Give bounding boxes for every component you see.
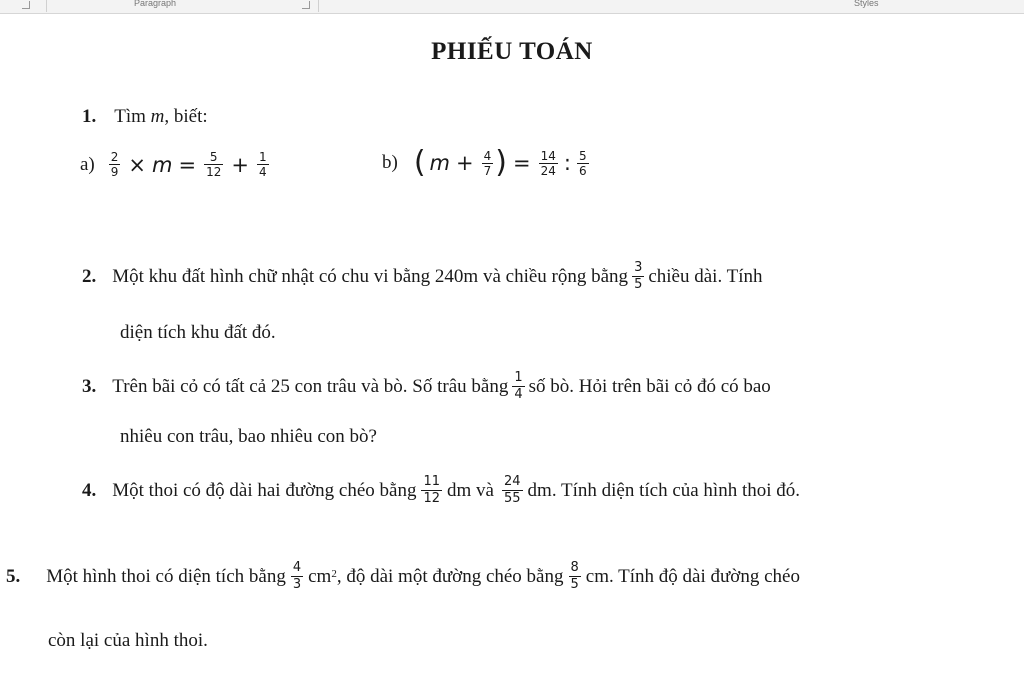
problem-3-continued: nhiêu con trâu, bao nhiêu con bò? — [120, 426, 377, 447]
numerator: 4 — [292, 560, 302, 575]
numerator: 5 — [578, 148, 587, 163]
divide-sign: : — [563, 151, 571, 175]
document-page — [0, 14, 1024, 684]
problem-5 — [6, 560, 800, 593]
fraction — [482, 149, 494, 178]
ribbon-separator — [318, 0, 319, 12]
problem-number: 2. — [82, 265, 97, 287]
denominator: 9 — [110, 165, 119, 179]
problem-text: cm. Tính độ dài đường chéo — [585, 565, 800, 587]
denominator: 4 — [514, 387, 523, 402]
styles-group-label: Styles — [854, 0, 879, 8]
page-title: PHIẾU TOÁN — [431, 38, 593, 65]
problem-text: chiều dài. Tính — [648, 265, 763, 287]
problem-text: Một hình thoi có diện tích bằng — [46, 565, 286, 587]
denominator: 24 — [540, 163, 556, 178]
dialog-launcher-icon[interactable] — [22, 1, 30, 9]
denominator: 12 — [206, 165, 222, 179]
problem-text: , độ dài một đường chéo bằng — [336, 565, 564, 587]
problem-5-continued: còn lại của hình thoi. — [48, 630, 208, 651]
variable-m: m — [152, 152, 173, 177]
denominator: 4 — [258, 165, 267, 179]
denominator: 7 — [483, 163, 492, 178]
denominator: 6 — [578, 163, 587, 178]
problem-text: Một khu đất hình chữ nhật có chu vi bằng 240m và chiều rộng bằng — [112, 265, 629, 287]
fraction — [291, 560, 303, 593]
problem-3 — [82, 370, 771, 403]
problem-4 — [82, 474, 800, 507]
left-paren: ( — [413, 145, 426, 180]
numerator: 24 — [504, 474, 521, 489]
numerator: 5 — [209, 150, 218, 164]
numerator: 1 — [258, 150, 267, 164]
numerator: 3 — [634, 260, 643, 275]
numerator: 1 — [514, 370, 523, 385]
ribbon-separator — [46, 0, 47, 12]
fraction — [502, 474, 523, 507]
problem-1b — [382, 145, 591, 180]
problem-1 — [82, 106, 208, 128]
problem-text: Tìm — [114, 106, 151, 127]
fraction — [421, 474, 442, 507]
numerator: 11 — [423, 474, 441, 489]
right-paren: ) — [495, 145, 507, 180]
plus-sign: + — [456, 151, 474, 175]
numerator: 14 — [540, 148, 556, 163]
problem-number: 5. — [6, 565, 21, 587]
problem-text: số bò. Hỏi trên bãi cỏ đó có bao — [528, 375, 771, 397]
plus-sign: + — [231, 152, 249, 177]
fraction — [109, 150, 121, 179]
denominator: 55 — [504, 491, 521, 506]
equals-sign: = — [512, 151, 531, 175]
superscript: 2 — [331, 568, 337, 580]
variable-m: m — [429, 151, 451, 175]
equation-b — [413, 145, 591, 180]
fraction — [577, 149, 589, 178]
variable-m: m — [150, 106, 165, 127]
denominator: 3 — [292, 577, 302, 592]
paragraph-launcher-icon[interactable] — [302, 1, 310, 9]
numerator: 8 — [570, 560, 579, 575]
fraction — [512, 370, 524, 403]
unit-text: cm — [308, 565, 332, 587]
fraction — [204, 150, 223, 179]
numerator: 2 — [110, 150, 119, 164]
fraction — [257, 150, 269, 179]
problem-text: , biết: — [164, 106, 208, 127]
denominator: 5 — [634, 277, 643, 292]
denominator: 12 — [423, 491, 441, 506]
problem-1a — [80, 150, 271, 179]
problem-text: dm. Tính diện tích của hình thoi đó. — [527, 479, 801, 501]
ribbon-strip — [0, 0, 1024, 14]
fraction — [632, 260, 644, 293]
numerator: 4 — [483, 148, 492, 163]
problem-number: 1. — [82, 106, 97, 127]
times-sign: × — [128, 152, 147, 177]
paragraph-group-label: Paragraph — [134, 0, 177, 8]
equation-a — [107, 150, 271, 179]
denominator: 5 — [570, 577, 579, 592]
problem-2-continued: diện tích khu đất đó. — [120, 322, 276, 343]
problem-text: Trên bãi cỏ có tất cả 25 con trâu và bò. Số trâu bằng — [112, 375, 509, 397]
equals-sign: = — [178, 152, 197, 177]
part-label: b) — [382, 152, 398, 173]
problem-number: 3. — [82, 375, 97, 397]
fraction — [569, 560, 581, 593]
part-label: a) — [80, 153, 95, 175]
problem-text: dm và — [447, 479, 494, 501]
problem-number: 4. — [82, 479, 97, 501]
problem-text: Một thoi có độ dài hai đường chéo bằng — [112, 479, 417, 501]
problem-2 — [82, 260, 763, 293]
fraction — [539, 149, 558, 178]
